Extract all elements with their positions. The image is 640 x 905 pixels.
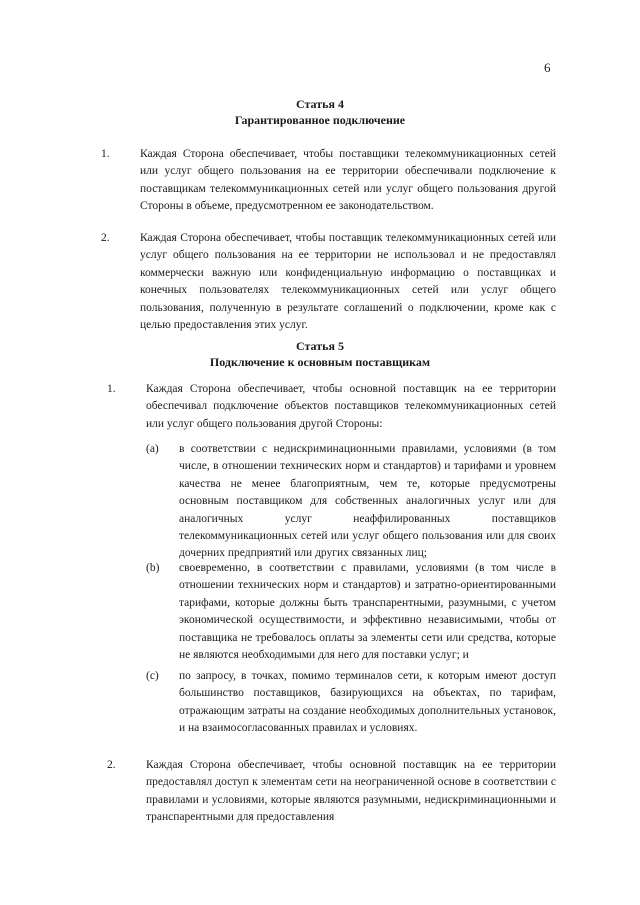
paragraph-text: Каждая Сторона обеспечивает, чтобы основной поставщик на ее территории обеспечивал подключение объектов поставщиков телекоммуникационных сетей или услуг общего пользования другой Стороны: bbox=[146, 383, 556, 430]
article5-title: Статья 5 bbox=[296, 339, 344, 353]
article5-subtitle: Подключение к основным поставщикам bbox=[209, 355, 431, 369]
subitem-label: (c) bbox=[146, 670, 159, 682]
paragraph-text: Каждая Сторона обеспечивает, чтобы поставщики телекоммуникационных сетей или услуг общего пользования на ее территории обеспечивали подключение к поставщикам телекоммуникационных сетей или услуг общего пользования другой Стороны в объеме, предусмотренном ее законодательством. bbox=[140, 148, 556, 213]
paragraph-number: 1. bbox=[101, 148, 110, 160]
subitem-label: (a) bbox=[146, 443, 159, 455]
paragraph-number: 2. bbox=[107, 759, 116, 771]
subitem-text: в соответствии с недискриминационными правилами, условиями (в том числе, в отношении технических норм и стандартов) и тарифами и уровнем качества не менее благоприятным, чем те, которые предусмотрены основным поставщиком для собственных аналогичных услуг или для аналогичных услуг неаффилированных поставщиков телекоммуникационных сетей или услуг общего пользования или для своих дочерних предприятий или других связанных лиц; bbox=[179, 443, 556, 560]
paragraph-number: 2. bbox=[101, 232, 110, 244]
subitem-text: своевременно, в соответствии с правилами, условиями (в том числе в отношении технических норм и стандартов) и затратно-ориентированными тарифами, которые должны быть транспарентными, разумными, с учетом экономической осуществимости, и эффективно независимыми, чтобы от поставщика не требовалось оплаты за элементы сети или средства, которые не являются необходимыми для него для поставки услуг; и bbox=[179, 562, 556, 662]
page-number: 6 bbox=[544, 60, 551, 75]
subitem-text: по запросу, в точках, помимо терминалов сети, к которым имеют доступ большинство поставщиков, базирующихся на объектах, по тарифам, отражающим затраты на создание необходимых дополнительных установок, и на взаимосогласованных правилах и условиях. bbox=[179, 670, 556, 735]
paragraph-text: Каждая Сторона обеспечивает, чтобы поставщик телекоммуникационных сетей или услуг общего пользования на ее территории не использовал и не предоставлял коммерчески важную или конфиденциальную информацию о поставщиках и конечных пользователях телекоммуникационных сетей или услуг общего пользования, полученную в результате соглашений о подключении, кроме как с целью предоставления этих услуг. bbox=[140, 232, 556, 332]
article4-title: Статья 4 bbox=[296, 97, 344, 111]
paragraph-text: Каждая Сторона обеспечивает, чтобы основной поставщик на ее территории предоставлял доступ к элементам сети на неограниченной основе в соответствии с правилами и условиями, которые являются разумными, недискриминационными и транспарентными для предоставления bbox=[146, 759, 556, 824]
paragraph-number: 1. bbox=[107, 383, 116, 395]
subitem-label: (b) bbox=[146, 562, 160, 574]
article4-subtitle: Гарантированное подключение bbox=[234, 113, 406, 127]
